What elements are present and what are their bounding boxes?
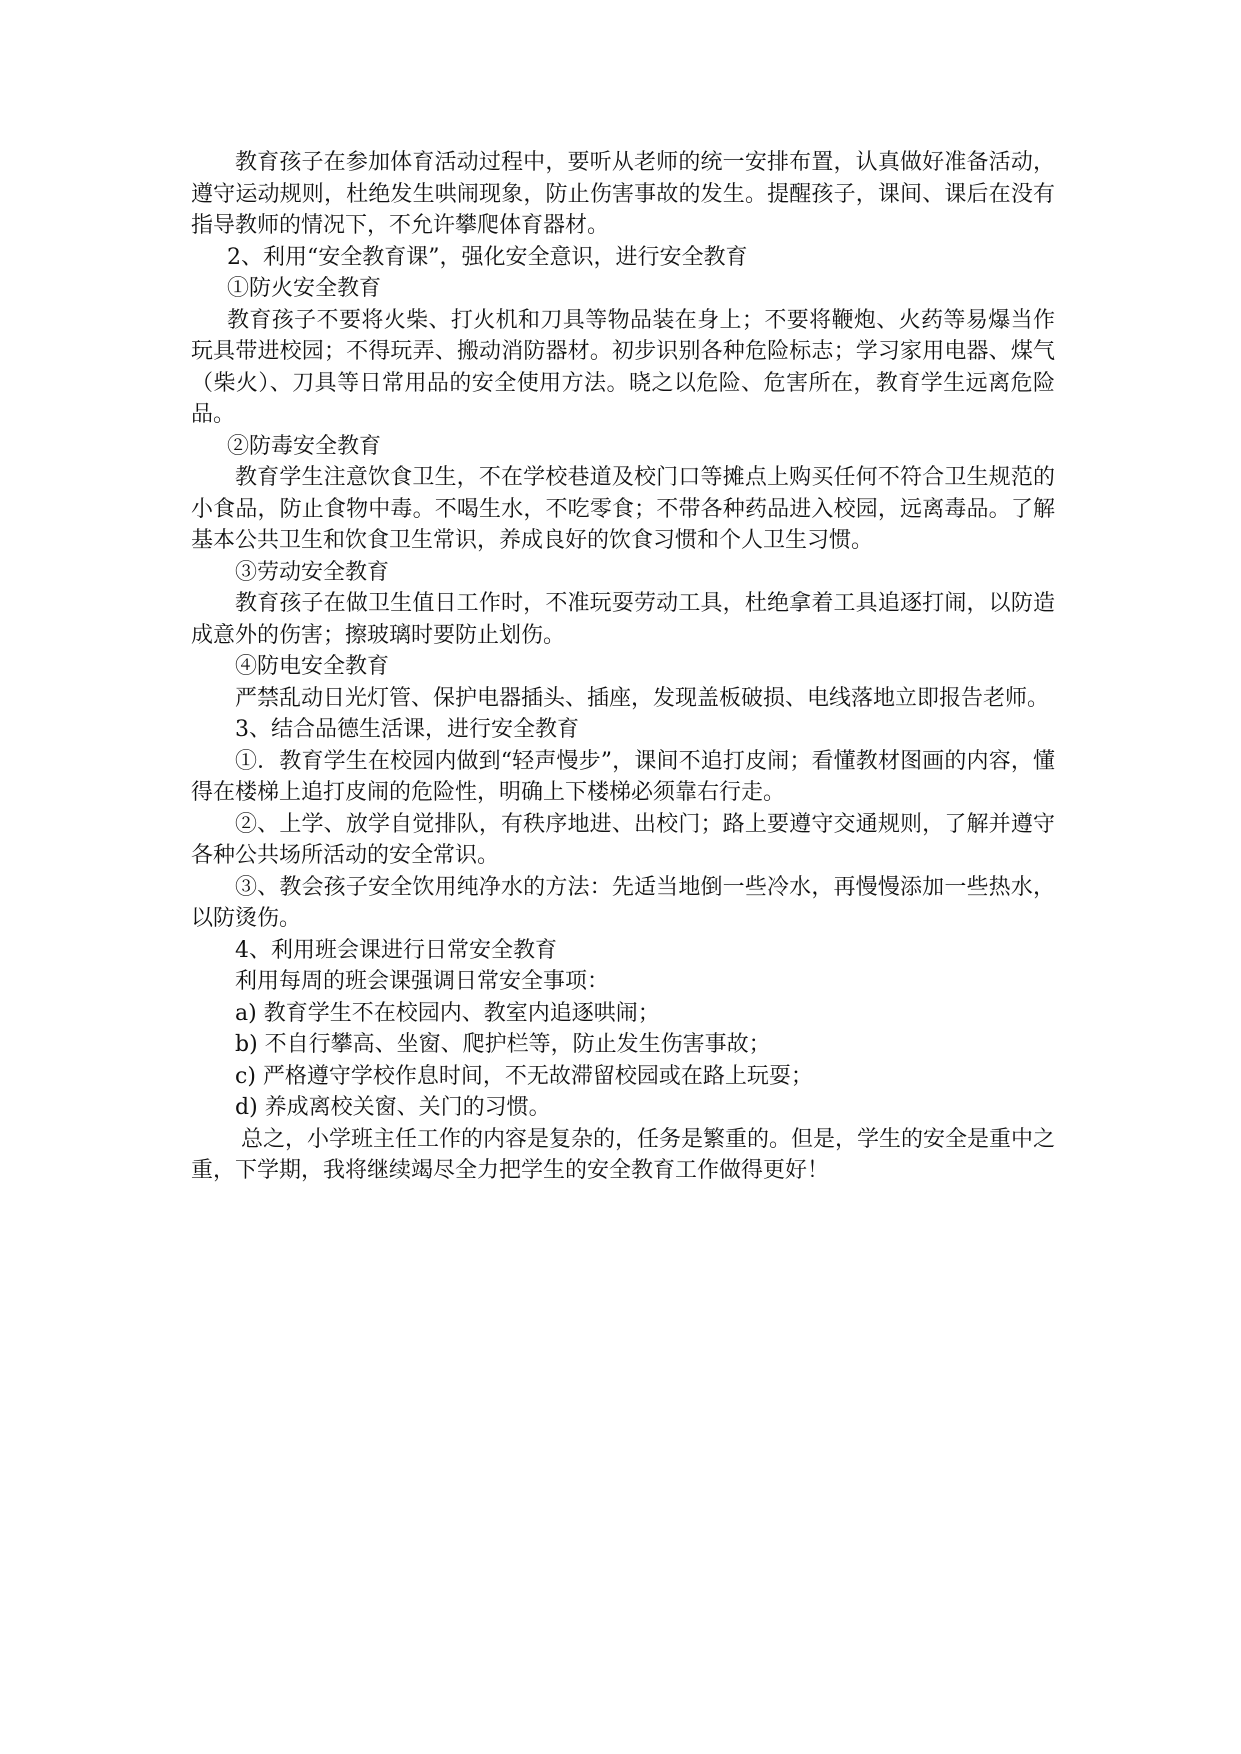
paragraph-poison-safety: 教育学生注意饮食卫生，不在学校巷道及校门口等摊点上购买任何不符合卫生规范的小食品，防止食物中毒。不喝生水，不吃零食；不带各种药品进入校园，远离毒品。了解基本公共卫生和饮食卫生常识，养成良好的饮食习惯和个人卫生习惯。 — [191, 465, 1055, 553]
paragraph-labor-safety: 教育孩子在做卫生值日工作时，不准玩耍劳动工具，杜绝拿着工具追逐打闹，以防造成意外的伤害；擦玻璃时要防止划伤。 — [191, 591, 1055, 648]
paragraph-class-meeting-intro: 利用每周的班会课强调日常安全事项： — [235, 969, 610, 994]
document-page — [191, 147, 1055, 1187]
list-item-d: d) 养成离校关窗、关门的习惯。 — [235, 1095, 551, 1120]
list-item-a: a) 教育学生不在校园内、教室内追逐哄闹； — [235, 1000, 660, 1026]
paragraph-moral-item-2: ②、上学、放学自觉排队，有秩序地进、出校门；路上要遵守交通规则，了解并遵守各种公共场所活动的安全常识。 — [191, 811, 1055, 868]
heading-safety-class: 2、利用“安全教育课”，强化安全意识，进行安全教育 — [227, 244, 748, 270]
subheading-poison-safety: ②防毒安全教育 — [227, 433, 382, 459]
paragraph-fire-safety: 教育孩子不要将火柴、打火机和刀具等物品装在身上；不要将鞭炮、火药等易爆当作玩具带进校园；不得玩弄、搬动消防器材。初步识别各种危险标志；学习家用电器、煤气（柴火）、刀具等日常用品的安全使用方法。晓之以危险、危害所在，教育学生远离危险品。 — [191, 307, 1055, 427]
paragraph-sports-safety: 教育孩子在参加体育活动过程中，要听从老师的统一安排布置，认真做好准备活动，遵守运动规则，杜绝发生哄闹现象，防止伤害事故的发生。提醒孩子，课间、课后在没有指导教师的情况下，不允许攀爬体育器材。 — [191, 150, 1055, 238]
list-item-b: b) 不自行攀高、坐窗、爬护栏等，防止发生伤害事故； — [235, 1032, 771, 1057]
paragraph-electric-safety: 严禁乱动日光灯管、保护电器插头、插座，发现盖板破损、电线落地立即报告老师。 — [235, 685, 1050, 711]
subheading-fire-safety: ①防火安全教育 — [227, 276, 382, 301]
subheading-electric-safety: ④防电安全教育 — [235, 654, 390, 679]
paragraph-moral-item-1: ①．教育学生在校园内做到“轻声慢步”，课间不追打皮闹；看懂教材图画的内容，懂得在楼梯上追打皮闹的危险性，明确上下楼梯必须靠右行走。 — [191, 748, 1055, 805]
heading-class-meeting: 4、利用班会课进行日常安全教育 — [235, 937, 557, 963]
list-item-c: c) 严格遵守学校作息时间，不无故滞留校园或在路上玩耍； — [235, 1063, 813, 1089]
subheading-labor-safety: ③劳动安全教育 — [235, 559, 390, 585]
heading-moral-class: 3、结合品德生活课，进行安全教育 — [235, 717, 579, 742]
paragraph-moral-item-3: ③、教会孩子安全饮用纯净水的方法：先适当地倒一些冷水，再慢慢添加一些热水，以防烫伤。 — [191, 874, 1055, 931]
paragraph-conclusion: 总之，小学班主任工作的内容是复杂的，任务是繁重的。但是，学生的安全是重中之重，下学期，我将继续竭尽全力把学生的安全教育工作做得更好！ — [191, 1126, 1056, 1183]
